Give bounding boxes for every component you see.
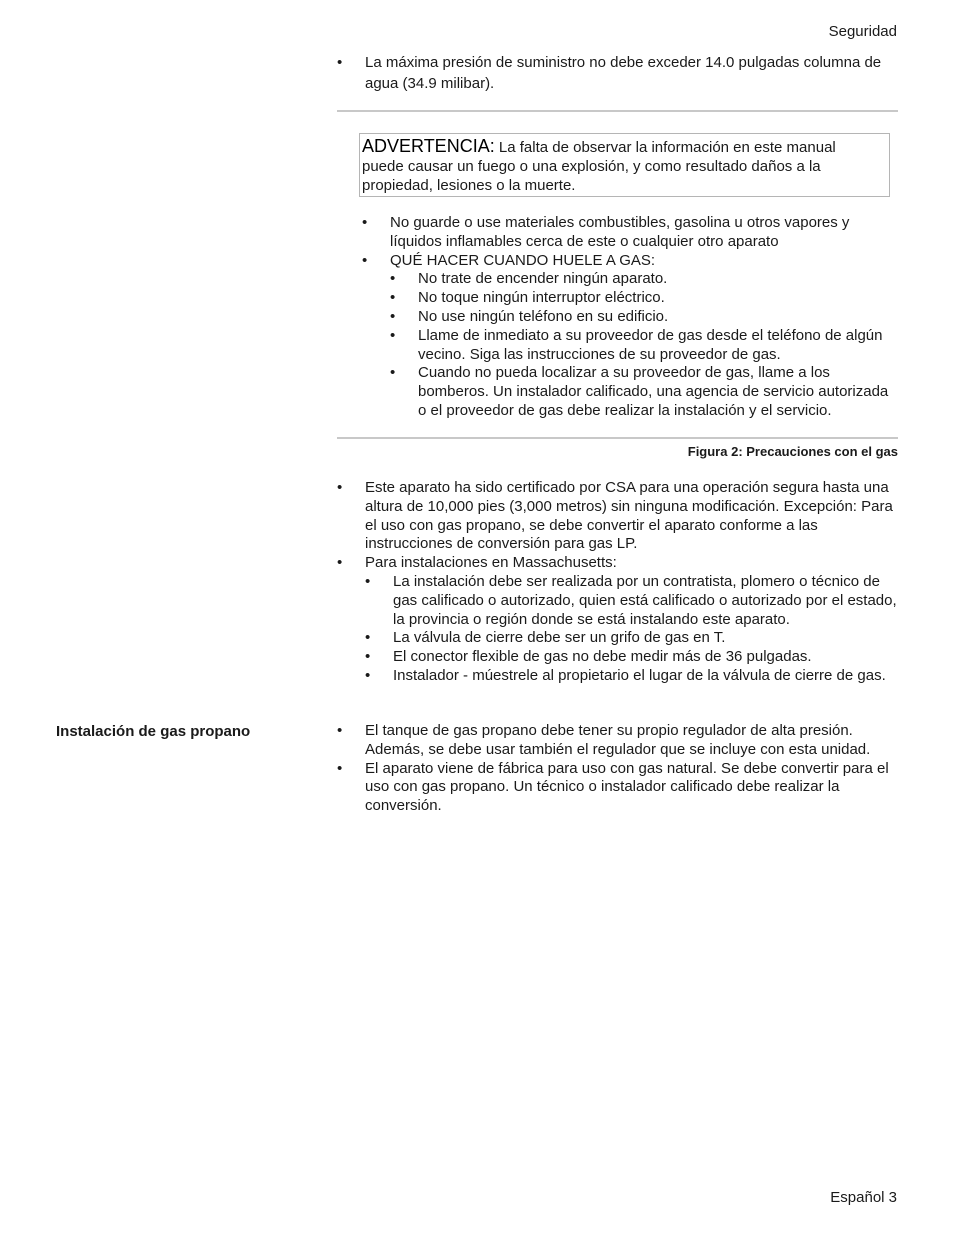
bullet-icon: • [365, 629, 371, 647]
certification-list [337, 479, 898, 686]
list-item [365, 667, 898, 686]
list-item-text: La válvula de cierre debe ser un grifo de gas en T. [393, 629, 726, 647]
bullet-icon: • [337, 722, 343, 739]
bullet-icon: • [390, 326, 396, 344]
figure-bottom-divider [337, 437, 898, 439]
list-item-text: La máxima presión de suministro no debe exceder 14.0 pulgadas columna de agua (34.9 milibar). [365, 54, 882, 92]
bullet-icon: • [365, 572, 371, 590]
bullet-icon: • [337, 554, 343, 572]
bullet-icon: • [337, 479, 343, 496]
bullet-icon: • [390, 307, 396, 325]
list-item-text: El tanque de gas propano debe tener su propio regulador de alta presión. Además, se debe usar también el regulador que se incluye con esta unidad. [365, 722, 871, 758]
bullet-icon: • [337, 759, 343, 777]
massachusetts-sublist [365, 573, 898, 686]
figure-caption: Figura 2: Precauciones con el gas [687, 444, 898, 459]
list-item [337, 760, 898, 816]
page-number: Español 3 [830, 1189, 897, 1206]
warning-title: ADVERTENCIA: [362, 136, 495, 156]
list-item [337, 479, 898, 554]
figure-top-divider [337, 110, 898, 112]
list-item [365, 629, 898, 648]
list-item-text: QUÉ HACER CUANDO HUELE A GAS: [390, 251, 656, 269]
list-item [337, 722, 898, 760]
list-item [337, 52, 902, 94]
bullet-icon: • [365, 666, 371, 684]
list-item-text: Para instalaciones en Massachusetts: [365, 554, 617, 572]
list-item-text: El aparato viene de fábrica para uso con gas natural. Se debe convertir para el uso con gas propano. Un técnico o instalador calificado debe realizar la conversión. [365, 759, 889, 815]
list-item [390, 364, 898, 420]
list-item [390, 308, 898, 327]
bullet-icon: • [390, 364, 396, 382]
gas-smell-sublist [390, 270, 898, 420]
list-item-text: No guarde o use materiales combustibles, gasolina u otros vapores y líquidos inflamables cerca de este o cualquier otro aparato [390, 214, 850, 250]
propane-list [337, 722, 898, 816]
list-item-text: Llame de inmediato a su proveedor de gas desde el teléfono de algún vecino. Siga las instrucciones de su proveedor de gas. [418, 326, 883, 363]
list-item-text: No use ningún teléfono en su edificio. [418, 307, 669, 325]
list-item-text: Este aparato ha sido certificado por CSA para una operación segura hasta una altura de 10,000 pies (3,000 metros) sin ninguna modificación. Excepción: Para el uso con gas propano, se debe convertir el aparato conforme a las instrucciones de conversión para gas LP. [365, 479, 893, 553]
list-item [337, 554, 898, 686]
list-item [362, 214, 898, 252]
intro-list [337, 52, 902, 94]
list-item-text: Cuando no pueda localizar a su proveedor de gas, llame a los bomberos. Un instalador calificado, una agencia de servicio autorizada o el proveedor de gas debe realizar la instalación y el servicio. [418, 364, 889, 419]
list-item-text: No trate de encender ningún aparato. [418, 270, 668, 288]
bullet-icon: • [362, 251, 368, 269]
list-item [365, 573, 898, 629]
warning-text: La falta de observar la información en este manual puede causar un fuego o una explosión, y como resultado daños a la propiedad, lesiones o la muerte. [362, 139, 836, 194]
list-item-text: La instalación debe ser realizada por un contratista, plomero o técnico de gas calificado o autorizado, quien está calificado o autorizado por el estado, la provincia o región donde se está instalando este aparato. [393, 572, 897, 628]
list-item [390, 327, 898, 365]
gas-precautions-list [362, 214, 898, 421]
list-item-text: No toque ningún interruptor eléctrico. [418, 289, 665, 307]
bullet-icon: • [337, 54, 343, 71]
bullet-icon: • [390, 289, 396, 307]
list-item-text: Instalador - múestrele al propietario el lugar de la válvula de cierre de gas. [393, 666, 886, 684]
list-item [390, 270, 898, 289]
bullet-icon: • [362, 214, 368, 231]
list-item-text: El conector flexible de gas no debe medir más de 36 pulgadas. [393, 648, 812, 666]
bullet-icon: • [390, 270, 396, 288]
running-header: Seguridad [828, 23, 897, 40]
warning-box [359, 133, 890, 197]
list-item [390, 289, 898, 308]
bullet-icon: • [365, 648, 371, 666]
section-heading: Instalación de gas propano [56, 723, 251, 740]
list-item [365, 648, 898, 667]
list-item [362, 252, 898, 421]
